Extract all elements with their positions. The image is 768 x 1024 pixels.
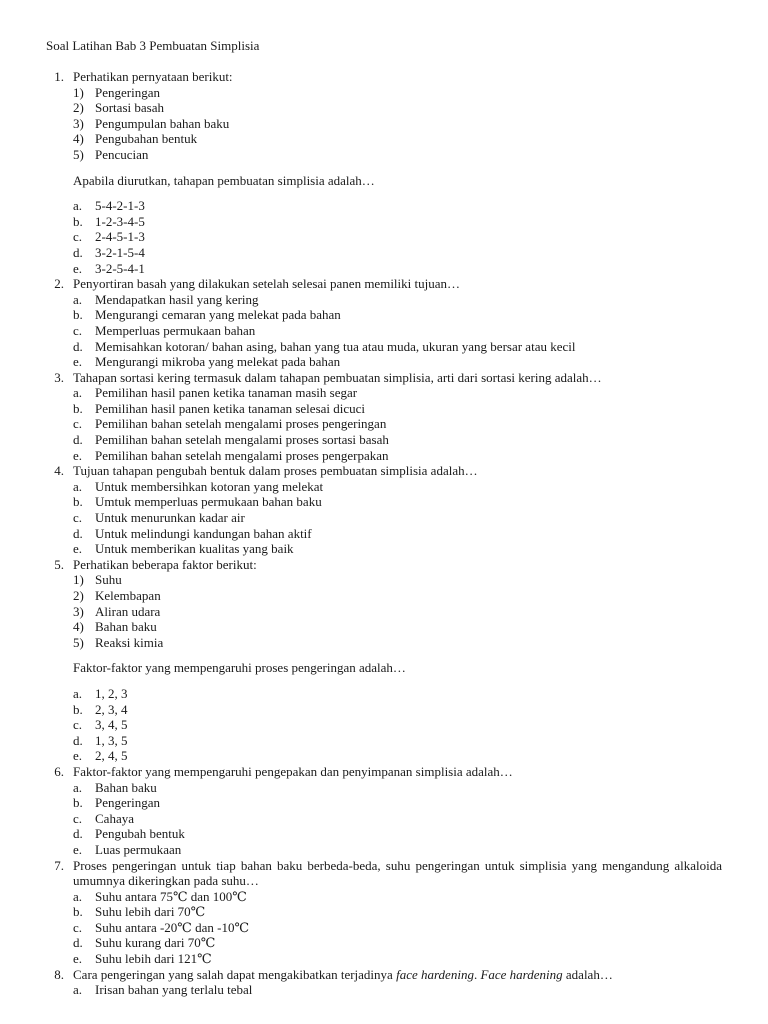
answer-option [73, 826, 722, 842]
question-2 [46, 276, 722, 370]
question-body [73, 69, 722, 85]
answer-option-text: Mengurangi mikroba yang melekat pada bahan [95, 354, 341, 370]
question-stem: Penyortiran basah yang dilakukan setelah selesai panen memiliki tujuan… [73, 276, 461, 292]
question-items [46, 85, 722, 277]
answer-option [73, 795, 722, 811]
answer-option-text: Memperluas permukaan bahan [95, 322, 256, 338]
answer-option-text: Mendapatkan hasil yang kering [95, 291, 259, 307]
question-items [46, 572, 722, 764]
answer-option-text: Memisahkan kotoran/ bahan asing, bahan yang tua atau muda, ukuran yang bersar atau kecil [95, 338, 576, 354]
answer-option-mark: d. [73, 525, 83, 541]
answer-option [73, 292, 722, 308]
answer-option-mark: a. [73, 198, 83, 214]
statement-item-text: Pencucian [95, 146, 149, 162]
answer-option-text: Pengeringan [95, 795, 160, 811]
question-body [73, 764, 722, 780]
statement-item-mark: 5) [73, 634, 84, 650]
question-body [73, 967, 722, 983]
answer-option-mark: e. [73, 951, 83, 967]
question-stem-row [46, 69, 722, 85]
statement-item-text: Sortasi basah [95, 100, 164, 116]
question-stem-row [46, 463, 722, 479]
answer-option-mark: b. [73, 701, 83, 717]
question-items-body [73, 780, 722, 858]
question-5 [46, 557, 722, 764]
answer-option-text: Mengurangi cemaran yang melekat pada bahan [95, 307, 341, 323]
question-items [46, 479, 722, 557]
answer-option [73, 198, 722, 214]
answer-option-text: 1, 3, 5 [95, 732, 128, 748]
stem-text-part: Cara pengeringan yang salah dapat mengakibatkan terjadinya [73, 966, 397, 982]
statement-item-mark: 5) [73, 146, 84, 162]
answer-option [73, 261, 722, 277]
stem-text-part: adalah… [562, 966, 613, 982]
question-stem: Proses pengeringan untuk tiap bahan baku berbeda-beda, suhu pengeringan untuk simplisia yang mengandung alkaloida umumnya dikeringkan pada suhu… [73, 857, 722, 889]
answer-option-mark: a. [73, 385, 83, 401]
statement-item [73, 116, 722, 132]
answer-option [73, 748, 722, 764]
answer-option-mark: b. [73, 213, 83, 229]
answer-option-text: Suhu lebih dari 121℃ [95, 951, 212, 967]
question-items-body [73, 982, 722, 998]
answer-option-mark: e. [73, 748, 83, 764]
question-number: 8. [54, 966, 64, 982]
italic-term: Face hardening [480, 966, 563, 982]
answer-option-mark: d. [73, 732, 83, 748]
answer-option-mark: b. [73, 904, 83, 920]
answer-option-text: Suhu lebih dari 70℃ [95, 904, 206, 920]
question-items-body [73, 572, 722, 764]
question-items-body [73, 385, 722, 463]
answer-option [73, 479, 722, 495]
answer-option-text: Untuk menurunkan kadar air [95, 510, 245, 526]
question-list [46, 69, 722, 998]
answer-option-mark: e. [73, 260, 83, 276]
answer-option [73, 904, 722, 920]
answer-option-mark: e. [73, 541, 83, 557]
answer-option-text: 2-4-5-1-3 [95, 229, 145, 245]
answer-option [73, 510, 722, 526]
statement-item [73, 635, 722, 651]
statement-item-text: Pengeringan [95, 84, 160, 100]
answer-option-mark: a. [73, 888, 83, 904]
statement-item-mark: 1) [73, 84, 84, 100]
question-stem-row [46, 370, 722, 386]
answer-option [73, 245, 722, 261]
answer-option [73, 416, 722, 432]
answer-option [73, 951, 722, 967]
answer-option [73, 842, 722, 858]
answer-option-text: 3-2-1-5-4 [95, 244, 145, 260]
answer-option-text: Pemilihan bahan setelah mengalami proses pengerpakan [95, 447, 389, 463]
question-stem [73, 967, 722, 983]
answer-option [73, 889, 722, 905]
statement-item [73, 604, 722, 620]
answer-option [73, 935, 722, 951]
question-number: 4. [54, 463, 64, 479]
answer-option-mark: d. [73, 432, 83, 448]
answer-option-text: 3, 4, 5 [95, 717, 128, 733]
document-title: Soal Latihan Bab 3 Pembuatan Simplisia [46, 38, 260, 53]
answer-option-mark: b. [73, 400, 83, 416]
question-items [46, 385, 722, 463]
answer-option-mark: b. [73, 795, 83, 811]
question-items [46, 292, 722, 370]
answer-option [73, 214, 722, 230]
answer-option-list [73, 686, 722, 764]
question-items-body [73, 479, 722, 557]
answer-option-text: Suhu antara -20℃ dan -10℃ [95, 919, 249, 935]
statement-item [73, 147, 722, 163]
answer-option-list [73, 292, 722, 370]
answer-option-mark: e. [73, 841, 83, 857]
answer-option-mark: a. [73, 982, 83, 998]
statement-item [73, 131, 722, 147]
statement-item [73, 619, 722, 635]
question-number: 7. [54, 857, 64, 873]
statement-item-text: Kelembapan [95, 588, 161, 603]
answer-option-mark: a. [73, 779, 83, 795]
question-items [46, 889, 722, 967]
answer-option-text: Suhu kurang dari 70℃ [95, 935, 216, 951]
answer-option-mark: c. [73, 717, 83, 733]
answer-option-text: Bahan baku [95, 779, 157, 795]
answer-option [73, 354, 722, 370]
question-number: 6. [54, 763, 64, 779]
answer-option [73, 920, 722, 936]
question-items [46, 982, 722, 998]
statement-item [73, 588, 722, 604]
answer-option-text: Pemilihan bahan setelah mengalami proses sortasi basah [95, 432, 389, 448]
statement-item-text: Pengumpulan bahan baku [95, 115, 230, 131]
answer-option-mark: c. [73, 810, 83, 826]
answer-option-text: 3-2-5-4-1 [95, 260, 145, 276]
answer-option-mark: a. [73, 478, 83, 494]
answer-option-text: Pemilihan hasil panen ketika tanaman selesai dicuci [95, 400, 366, 416]
answer-option-list [73, 780, 722, 858]
statement-item-mark: 4) [73, 619, 84, 635]
answer-option [73, 733, 722, 749]
statement-item-text: Pengubahan bentuk [95, 131, 198, 147]
question-stem: Tujuan tahapan pengubah bentuk dalam proses pembuatan simplisia adalah… [73, 463, 478, 479]
answer-option-text: 5-4-2-1-3 [95, 198, 145, 214]
statement-item-mark: 3) [73, 115, 84, 131]
question-stem-row [46, 557, 722, 573]
question-7 [46, 858, 722, 967]
answer-option-text: 2, 4, 5 [95, 748, 128, 764]
statement-item-mark: 2) [73, 100, 84, 116]
answer-option-list [73, 198, 722, 276]
answer-option-mark: d. [73, 826, 83, 842]
answer-option-mark: c. [73, 510, 83, 526]
question-body [73, 557, 722, 573]
question-3 [46, 370, 722, 464]
statement-item [73, 100, 722, 116]
italic-term: face hardening [396, 966, 474, 982]
answer-option-text: 1, 2, 3 [95, 685, 128, 701]
answer-option-list [73, 982, 722, 998]
statement-item [73, 572, 722, 588]
answer-option-mark: d. [73, 338, 83, 354]
question-stem: Faktor-faktor yang mempengaruhi pengepakan dan penyimpanan simplisia adalah… [73, 763, 513, 779]
question-stem: Perhatikan pernyataan berikut: [73, 69, 233, 84]
answer-option-text: Suhu antara 75℃ dan 100℃ [95, 888, 247, 904]
question-items-body [73, 292, 722, 370]
answer-option-list [73, 889, 722, 967]
question-stem: Perhatikan beberapa faktor berikut: [73, 556, 257, 572]
answer-option [73, 717, 722, 733]
question-number: 1. [54, 69, 64, 84]
answer-option-mark: b. [73, 307, 83, 323]
answer-option-text: 1-2-3-4-5 [95, 213, 145, 229]
statement-item-mark: 4) [73, 131, 84, 147]
answer-option-text: Umtuk memperluas permukaan bahan baku [95, 494, 322, 510]
question-stem-row [46, 764, 722, 780]
answer-option [73, 526, 722, 542]
answer-option-text: 2, 3, 4 [95, 701, 128, 717]
answer-option [73, 229, 722, 245]
answer-option [73, 982, 722, 998]
answer-option-text: Untuk membersihkan kotoran yang melekat [95, 478, 324, 494]
question-1 [46, 69, 722, 276]
question-body [73, 370, 722, 386]
statement-item-text: Bahan baku [95, 619, 157, 635]
answer-option-mark: c. [73, 229, 83, 245]
answer-option-list [73, 385, 722, 463]
answer-option-list [73, 479, 722, 557]
answer-option [73, 307, 722, 323]
question-items [46, 780, 722, 858]
question-body [73, 463, 722, 479]
statement-item-mark: 3) [73, 603, 84, 619]
answer-option [73, 686, 722, 702]
question-stem-row [46, 967, 722, 983]
question-items-body [73, 85, 722, 277]
question-4 [46, 463, 722, 557]
answer-option [73, 780, 722, 796]
answer-option-text: Untuk melindungi kandungan bahan aktif [95, 525, 312, 541]
answer-option [73, 494, 722, 510]
statement-item [73, 85, 722, 101]
answer-option [73, 323, 722, 339]
statement-item-text: Suhu [95, 572, 122, 588]
answer-option-mark: e. [73, 354, 83, 370]
question-number: 5. [54, 556, 64, 572]
answer-option-mark: e. [73, 447, 83, 463]
answer-option [73, 401, 722, 417]
question-stem: Tahapan sortasi kering termasuk dalam tahapan pembuatan simplisia, arti dari sortasi kering adalah… [73, 369, 602, 385]
statement-list [73, 572, 722, 650]
question-8 [46, 967, 722, 998]
answer-option-text: Irisan bahan yang terlalu tebal [95, 982, 253, 998]
answer-option-mark: d. [73, 935, 83, 951]
answer-option-mark: d. [73, 244, 83, 260]
statement-item-mark: 1) [73, 572, 84, 588]
answer-option [73, 702, 722, 718]
statement-item-mark: 2) [73, 588, 84, 603]
answer-option-mark: c. [73, 416, 83, 432]
answer-option-text: Pemilihan bahan setelah mengalami proses pengeringan [95, 416, 387, 432]
answer-option-mark: b. [73, 494, 83, 510]
question-number: 2. [54, 276, 64, 292]
stem-text-part: . [473, 966, 481, 982]
answer-option-text: Untuk memberikan kualitas yang baik [95, 541, 294, 557]
answer-option [73, 811, 722, 827]
statement-list [73, 85, 722, 163]
question-prompt: Faktor-faktor yang mempengaruhi proses pengeringan adalah… [73, 660, 406, 676]
answer-option-text: Pemilihan hasil panen ketika tanaman masih segar [95, 385, 358, 401]
answer-option [73, 448, 722, 464]
answer-option-text: Luas permukaan [95, 841, 182, 857]
answer-option [73, 385, 722, 401]
answer-option-text: Pengubah bentuk [95, 826, 185, 842]
answer-option [73, 339, 722, 355]
question-number: 3. [54, 369, 64, 385]
question-prompt: Apabila diurutkan, tahapan pembuatan simplisia adalah… [73, 172, 375, 188]
statement-item-text: Aliran udara [95, 603, 161, 619]
answer-option-mark: c. [73, 322, 83, 338]
question-stem-row [46, 276, 722, 292]
question-6 [46, 764, 722, 858]
answer-option-mark: c. [73, 919, 83, 935]
question-body [73, 276, 722, 292]
answer-option-text: Cahaya [95, 810, 134, 826]
question-items-body [73, 889, 722, 967]
answer-option [73, 541, 722, 557]
statement-item-text: Reaksi kimia [95, 634, 164, 650]
answer-option [73, 432, 722, 448]
answer-option-mark: a. [73, 291, 83, 307]
question-stem-row [46, 858, 722, 889]
question-body [73, 858, 722, 889]
answer-option-mark: a. [73, 685, 83, 701]
